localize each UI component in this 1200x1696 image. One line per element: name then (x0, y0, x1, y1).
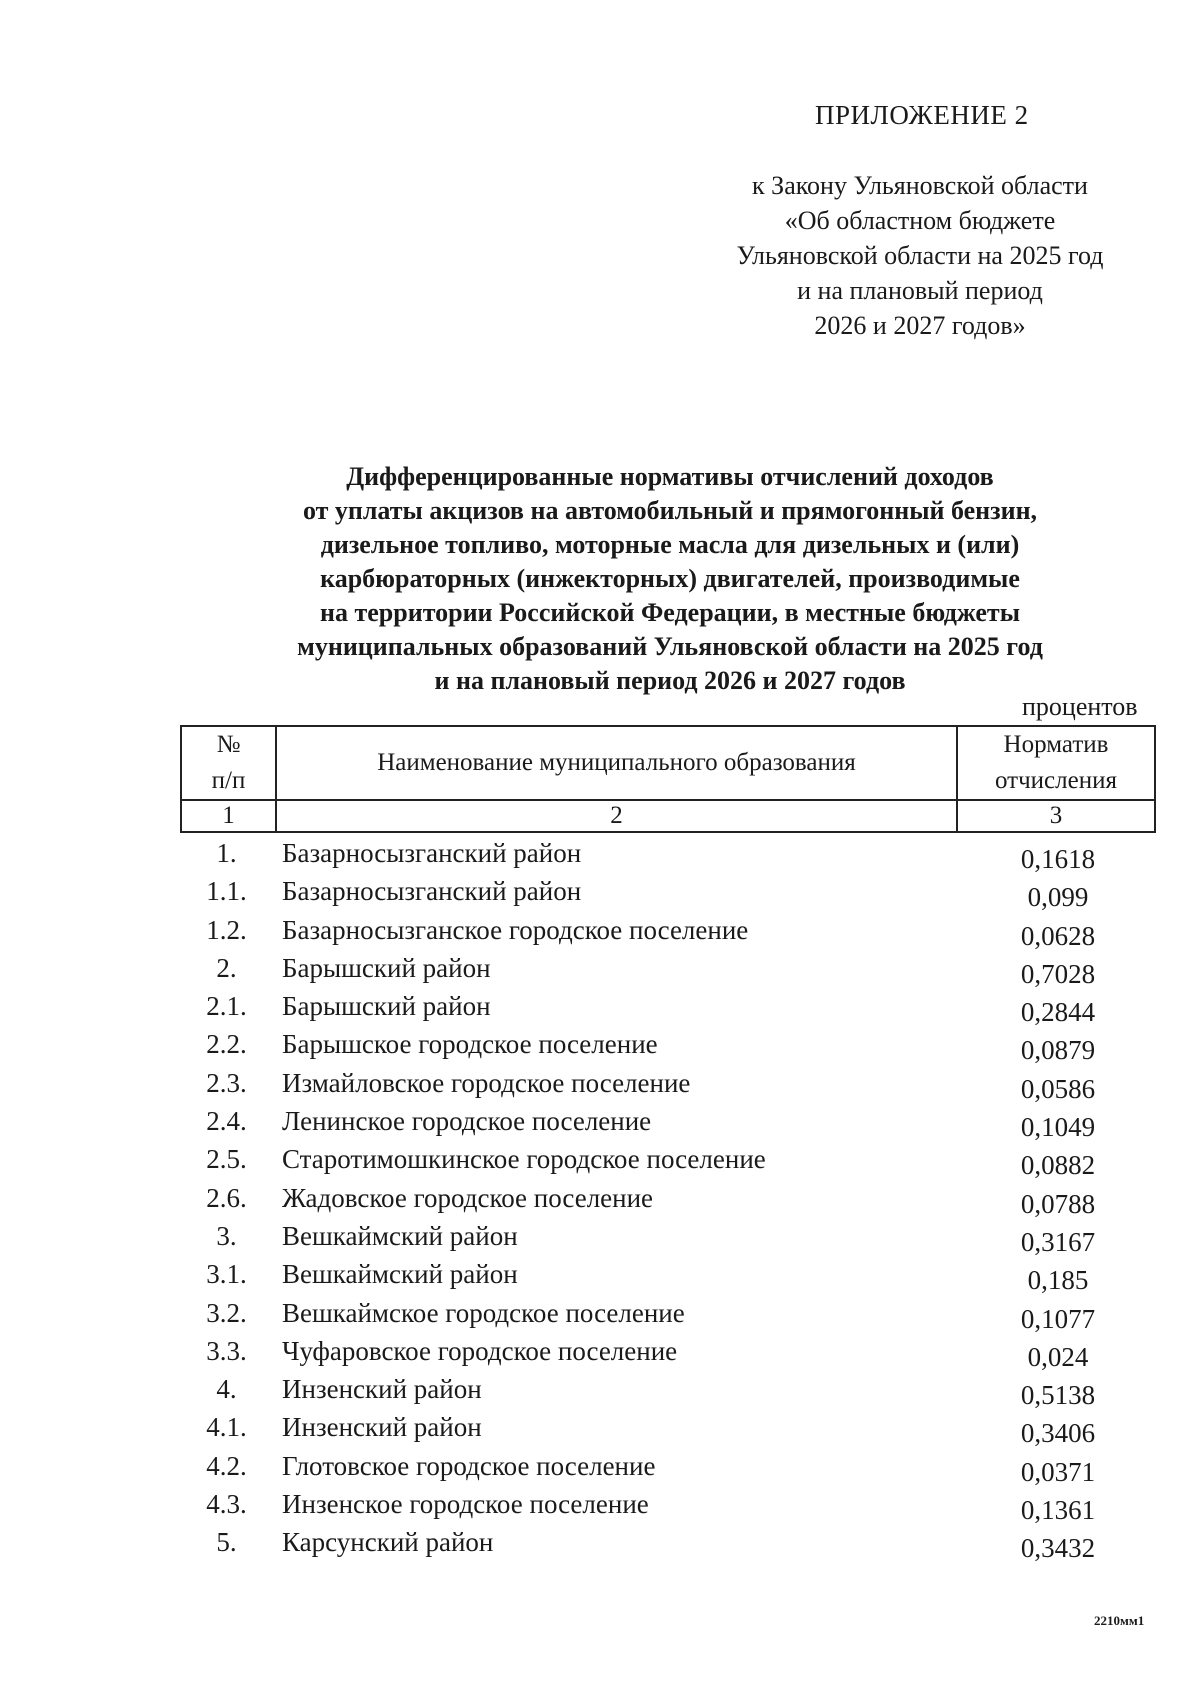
row-name: Вешкаймский район (282, 1259, 518, 1290)
title-line: на территории Российской Федерации, в местные бюджеты (320, 598, 1020, 627)
row-name: Глотовское городское поселение (282, 1450, 656, 1481)
row-name: Карсунский район (282, 1527, 494, 1558)
table-row (180, 1374, 1156, 1412)
row-number: 1. (216, 838, 237, 868)
row-number: 4.1. (206, 1412, 247, 1443)
row-value: 0,0628 (1020, 920, 1096, 951)
title-line: от уплаты акцизов на автомобильный и прямогонный бензин, (302, 496, 1038, 525)
appendix-reference (700, 168, 1140, 343)
table-row (180, 1298, 1156, 1336)
row-number: 2.1. (206, 991, 247, 1022)
reference-line: 2026 и 2027 годов» (814, 311, 1026, 340)
row-name: Барышский район (282, 952, 491, 983)
units-label: процентов (1022, 692, 1138, 721)
appendix-title: ПРИЛОЖЕНИЕ 2 (815, 100, 1029, 130)
row-name: Ленинское городское поселение (282, 1106, 652, 1137)
row-number: 4.2. (206, 1450, 247, 1481)
row-number: 2.2. (206, 1029, 247, 1060)
row-name: Вешкаймский район (282, 1220, 518, 1251)
table-body (180, 838, 1156, 1566)
row-number: 3.2. (206, 1297, 247, 1328)
row-value: 0,185 (1027, 1265, 1089, 1296)
column-index-3: 3 (957, 800, 1155, 832)
row-number: 4.3. (206, 1489, 247, 1520)
row-value: 0,0371 (1020, 1456, 1096, 1487)
row-number: 3.1. (206, 1259, 247, 1290)
header-name-cell: Наименование муниципального образования (276, 726, 957, 800)
row-name: Инзенский район (282, 1374, 482, 1405)
table-row (180, 1451, 1156, 1489)
row-number: 3.3. (206, 1335, 247, 1366)
column-index-1: 1 (181, 800, 276, 832)
header-value-line2: отчисления (995, 767, 1117, 794)
header-number-line1: № (216, 731, 241, 758)
reference-line: к Закону Ульяновской области (752, 171, 1088, 200)
row-value: 0,2844 (1020, 997, 1096, 1028)
row-value: 0,0879 (1020, 1035, 1096, 1066)
row-number: 2.5. (206, 1144, 247, 1175)
header-row (181, 726, 1155, 800)
header-value-cell (957, 726, 1155, 800)
row-number: 2.6. (206, 1182, 247, 1213)
row-number: 1.2. (206, 914, 247, 945)
title-line: карбюраторных (инжекторных) двигателей, производимые (320, 564, 1020, 593)
reference-line: «Об областном бюджете (784, 206, 1056, 235)
row-number: 2. (216, 952, 237, 983)
row-value: 0,3406 (1020, 1418, 1096, 1449)
document-title (230, 460, 1110, 698)
row-name: Барышский район (282, 991, 491, 1022)
table-row (180, 1259, 1156, 1297)
title-line: муниципальных образований Ульяновской области на 2025 год (297, 632, 1043, 661)
column-index-2: 2 (276, 800, 957, 832)
row-value: 0,1077 (1020, 1303, 1096, 1334)
column-index-row (181, 800, 1155, 832)
table-row (180, 953, 1156, 991)
table-row (180, 915, 1156, 953)
table-row (180, 1029, 1156, 1067)
header-number-line2: п/п (211, 767, 246, 794)
row-value: 0,1049 (1020, 1112, 1096, 1143)
table-row (180, 1336, 1156, 1374)
table-row (180, 1068, 1156, 1106)
table-row (180, 1106, 1156, 1144)
row-value: 0,024 (1027, 1341, 1089, 1372)
row-name: Базарносызганский район (282, 876, 582, 907)
table-row (180, 838, 1156, 876)
title-line: и на плановый период 2026 и 2027 годов (434, 666, 906, 695)
row-value: 0,7028 (1020, 958, 1096, 989)
row-value: 0,099 (1027, 882, 1089, 913)
title-line: дизельное топливо, моторные масла для дизельных и (или) (320, 530, 1020, 559)
title-line: Дифференцированные нормативы отчислений доходов (346, 462, 994, 491)
row-number: 2.3. (206, 1067, 247, 1098)
table-row (180, 1183, 1156, 1221)
row-value: 0,3167 (1020, 1226, 1096, 1257)
header-value-line1: Норматив (1003, 731, 1109, 758)
page-code: 2210мм1 (1094, 1613, 1145, 1628)
reference-line: и на плановый период (797, 276, 1043, 305)
table-row (180, 1489, 1156, 1527)
row-name: Базарносызганское городское поселение (282, 914, 749, 945)
row-name: Измайловское городское поселение (282, 1067, 691, 1098)
row-value: 0,0586 (1020, 1073, 1096, 1104)
table-row (180, 1412, 1156, 1450)
row-number: 1.1. (206, 876, 247, 907)
table-header (180, 725, 1156, 833)
row-name: Барышское городское поселение (282, 1029, 658, 1060)
row-number: 3. (216, 1220, 237, 1251)
row-number: 5. (216, 1527, 237, 1558)
table-row (180, 1144, 1156, 1182)
reference-line: Ульяновской области на 2025 год (736, 241, 1104, 270)
row-value: 0,3432 (1020, 1533, 1096, 1564)
row-value: 0,1361 (1020, 1495, 1096, 1526)
row-number: 2.4. (206, 1106, 247, 1137)
table-row (180, 1221, 1156, 1259)
table-row (180, 991, 1156, 1029)
row-name: Инзенское городское поселение (282, 1489, 649, 1520)
row-value: 0,5138 (1020, 1380, 1096, 1411)
row-name: Старотимошкинское городское поселение (282, 1144, 766, 1175)
row-value: 0,0788 (1020, 1188, 1096, 1219)
row-name: Вешкаймское городское поселение (282, 1297, 685, 1328)
header-number-cell (181, 726, 276, 800)
table-row (180, 876, 1156, 914)
row-name: Инзенский район (282, 1412, 482, 1443)
row-name: Чуфаровское городское поселение (282, 1335, 678, 1366)
row-value: 0,0882 (1020, 1150, 1096, 1181)
row-name: Жадовское городское поселение (282, 1182, 654, 1213)
row-number: 4. (216, 1374, 237, 1405)
table-row (180, 1527, 1156, 1565)
row-value: 0,1618 (1020, 844, 1096, 874)
row-name: Базарносызганский район (282, 838, 582, 868)
